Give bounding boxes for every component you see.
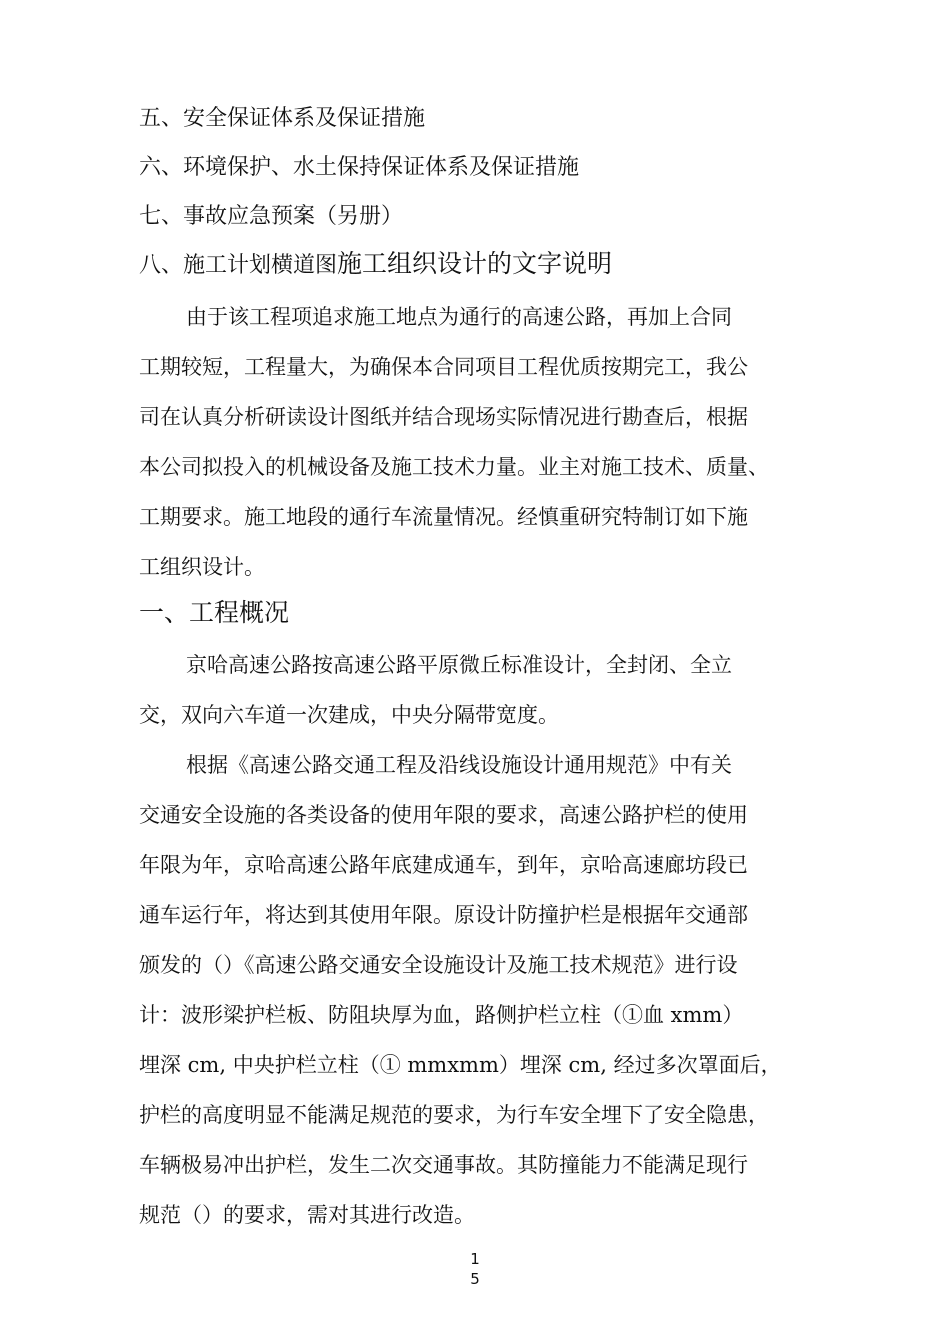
intro-line: 本公司拟投入的机械设备及施工技术力量。业主对施工技术、质量、 <box>139 455 769 479</box>
intro-paragraph <box>139 292 839 592</box>
paragraph-line: 根据《高速公路交通工程及沿线设施设计通用规范》中有关 <box>186 753 732 777</box>
paragraph-line: 通车运行年，将达到其使用年限。原设计防撞护栏是根据年交通部 <box>139 903 748 927</box>
paragraph-line: 规范（）的要求，需对其进行改造。 <box>139 1203 475 1227</box>
intro-line: 司在认真分析研读设计图纸并结合现场实际情况进行勘查后，根据 <box>139 405 748 429</box>
page-number-line-1: 1 <box>470 1250 480 1268</box>
paragraph-line: 年限为年，京哈高速公路年底建成通车，到年，京哈高速廊坊段已 <box>139 853 748 877</box>
paragraph-line: 交通安全设施的各类设备的使用年限的要求，高速公路护栏的使用 <box>139 803 748 827</box>
paragraph-line: 车辆极易冲出护栏，发生二次交通事故。其防撞能力不能满足现行 <box>139 1153 748 1177</box>
paragraph-line: 护栏的高度明显不能满足规范的要求，为行车安全埋下了安全隐患， <box>139 1103 769 1127</box>
overview-paragraph-1 <box>139 640 839 740</box>
section-title-overview: 一、工程概况 <box>139 598 290 627</box>
paragraph-line: 京哈高速公路按高速公路平原微丘标准设计，全封闭、全立 <box>186 653 732 677</box>
document-title: 施工组织设计的文字说明 <box>337 249 613 278</box>
paragraph-line: 计：波形梁护栏板、防阻块厚为血，路侧护栏立柱（①血 xmm） <box>139 1003 744 1027</box>
toc-item-6: 六、环境保护、水土保持保证体系及保证措施 <box>139 155 580 180</box>
toc-item-8 <box>139 249 612 281</box>
paragraph-line: 交，双向六车道一次建成，中央分隔带宽度。 <box>139 703 559 727</box>
overview-paragraph-2 <box>139 740 839 1240</box>
intro-line: 工组织设计。 <box>139 555 265 579</box>
intro-line: 由于该工程项追求施工地点为通行的高速公路，再加上合同 <box>186 305 732 329</box>
paragraph-line: 埋深 cm, 中央护栏立柱（① mmxmm）埋深 cm, 经过多次罩面后， <box>139 1053 782 1077</box>
page-number-line-2: 5 <box>470 1270 480 1288</box>
intro-line: 工期要求。施工地段的通行车流量情况。经慎重研究特制订如下施 <box>139 505 748 529</box>
toc-item-7: 七、事故应急预案（另册） <box>139 204 404 229</box>
paragraph-line: 颁发的（）《高速公路交通安全设施设计及施工技术规范》进行设 <box>139 953 738 977</box>
intro-line: 工期较短，工程量大，为确保本合同项目工程优质按期完工，我公 <box>139 355 748 379</box>
toc-item-5: 五、安全保证体系及保证措施 <box>139 106 426 131</box>
toc-item-8-prefix: 八、施工计划横道图 <box>139 253 338 278</box>
